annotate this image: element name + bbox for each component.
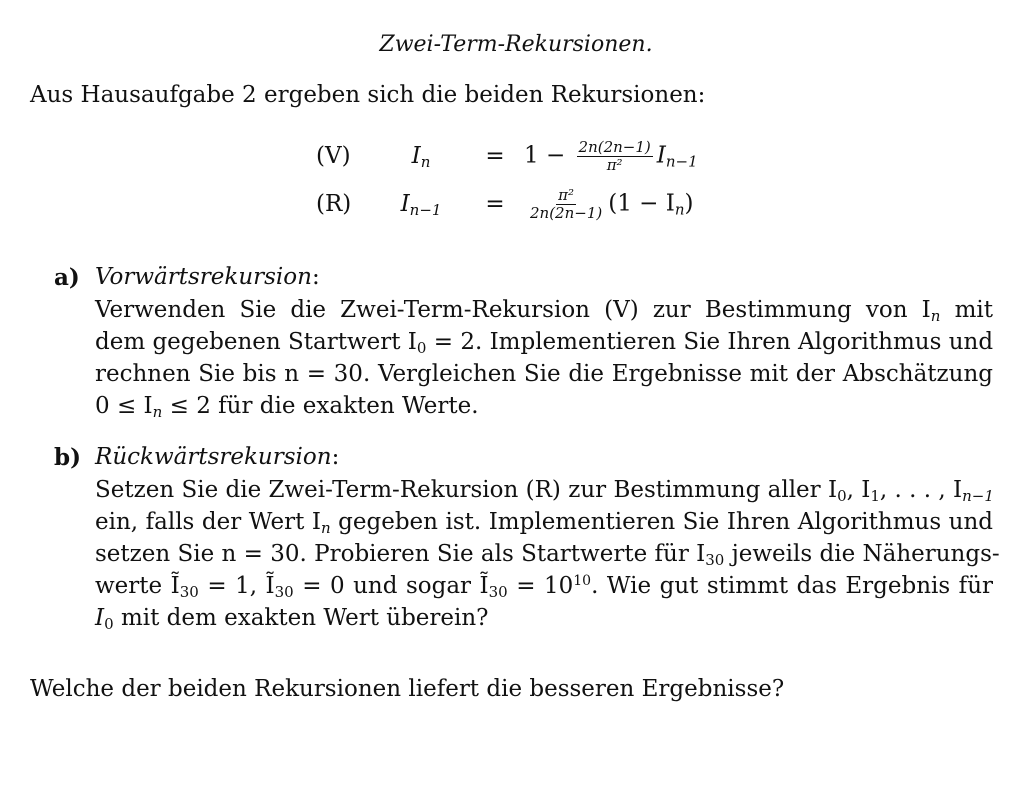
intro-text: Aus Hausaufgabe 2 ergeben sich die beiden Rekursionen: xyxy=(30,82,706,108)
fraction-r: $\frac{\text{π²}}{2n(2n-1)}$ xyxy=(530,185,603,222)
part-a-line: Verwenden Sie die Zwei-Term-Rekursion (V) zur Bestimmung von $I_n$ mit xyxy=(95,297,993,325)
part-b-label: b) xyxy=(54,444,81,471)
part-b-line: $I_0$ mit dem exakten Wert überein? xyxy=(95,605,489,633)
part-a-line: rechnen Sie bis n = 30. Vergleichen Sie die Ergebnisse mit der Abschätzung xyxy=(95,361,993,387)
part-b-line: werte $Ĩ_{30} = 1$, $Ĩ_{30} = 0$ und sogar $Ĩ_{30} = 10^{10}$. Wie gut stimmt das Ergebnis für xyxy=(95,573,994,601)
equation-v xyxy=(316,136,698,176)
final-question: Welche der beiden Rekursionen liefert die besseren Ergebnisse? xyxy=(30,676,785,702)
equation-r-lhs: $I_{n-1}$ xyxy=(400,191,442,219)
part-a-line: dem gegebenen Startwert $I_0 = 2$. Implementieren Sie Ihren Algorithmus und xyxy=(95,329,994,357)
equation-tag-v: (V) xyxy=(316,143,351,169)
document-title: Zwei-Term-Rekursionen. xyxy=(379,32,653,57)
equals-sign: = xyxy=(485,143,505,169)
equation-r xyxy=(316,184,693,224)
equals-sign: = xyxy=(485,191,505,217)
part-a-line: $0 \le I_n \le 2$ für die exakten Werte. xyxy=(95,393,479,421)
equation-v-rhs: 1 − $\frac{2n(2n-1)}{\text{π²}}$ $I_{n-1}$ xyxy=(524,137,698,174)
equation-tag-r: (R) xyxy=(316,191,352,217)
part-b-line: ein, falls der Wert $I_n$ gegeben ist. Implementieren Sie Ihren Algorithmus und xyxy=(95,509,993,537)
part-a-body xyxy=(95,294,993,422)
part-b-line: setzen Sie n = 30. Probieren Sie als Startwerte für $I_{30}$ jeweils die Näherungs- xyxy=(95,541,1000,569)
part-b-body xyxy=(95,474,1000,634)
equation-v-lhs: $I_n$ xyxy=(411,143,431,171)
part-a-title: Vorwärtsrekursion: xyxy=(95,264,320,290)
fraction-v: $\frac{2n(2n-1)}{\text{π²}}$ xyxy=(578,137,651,174)
equation-r-rhs: $\frac{\text{π²}}{2n(2n-1)}$ $(1 - I_n)$ xyxy=(530,185,694,222)
part-a-label: a) xyxy=(54,264,80,291)
part-b-title: Rückwärtsrekursion: xyxy=(95,444,340,470)
part-b-line: Setzen Sie die Zwei-Term-Rekursion (R) zur Bestimmung aller $I_0$, $I_1$, . . . , $I_{n-1}$ xyxy=(95,477,994,505)
